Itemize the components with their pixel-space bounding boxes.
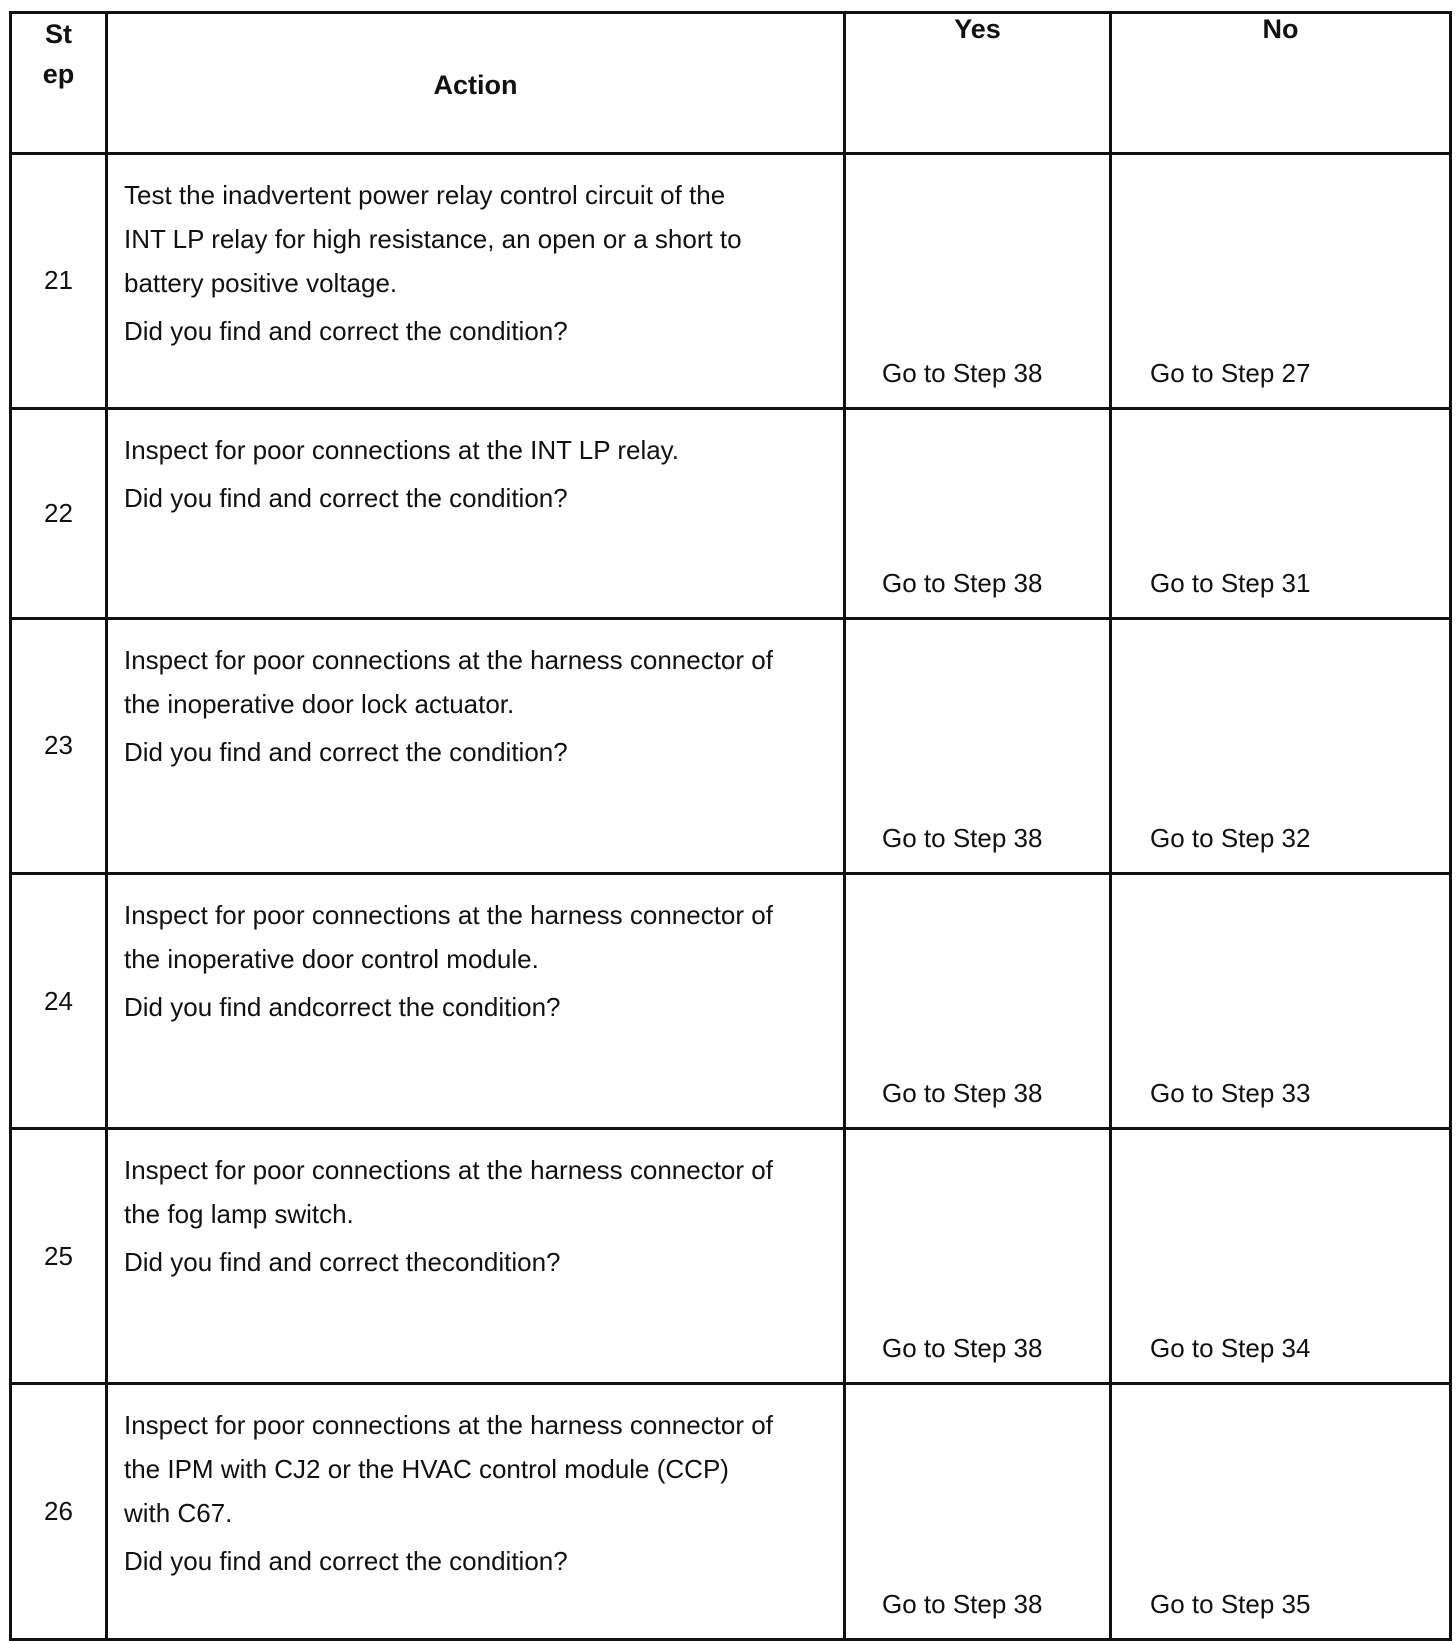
action-question: Did you find andcorrect the condition? <box>124 991 561 1022</box>
action-question: Did you find and correct thecondition? <box>124 1247 561 1278</box>
action-line: the fog lamp switch. <box>124 1199 354 1230</box>
action-question: Did you find and correct the condition? <box>124 1546 568 1577</box>
step-number: 25 <box>11 1129 107 1384</box>
action-line: Inspect for poor connections at the harness connector of <box>124 1155 773 1186</box>
action-question: Did you find and correct the condition? <box>124 316 568 346</box>
no-result: Go to Step 32 <box>1111 619 1451 874</box>
diagnostic-steps-table <box>9 11 1452 1641</box>
step-header-part1: St <box>45 19 72 49</box>
table-row <box>11 154 1451 409</box>
no-result: Go to Step 35 <box>1111 1384 1451 1640</box>
action-cell <box>107 873 845 1129</box>
action-cell <box>107 619 845 874</box>
no-result: Go to Step 33 <box>1111 873 1451 1129</box>
yes-result: Go to Step 38 <box>845 1129 1111 1384</box>
action-line: INT LP relay for high resistance, an open or a short to <box>124 224 742 254</box>
step-number: 21 <box>11 154 107 409</box>
action-line: the inoperative door control module. <box>124 943 539 974</box>
yes-column-header: Yes <box>845 13 1111 154</box>
action-line: with C67. <box>124 1498 233 1529</box>
table-row <box>11 619 1451 874</box>
yes-result: Go to Step 38 <box>845 619 1111 874</box>
action-column-header: Action <box>107 13 845 154</box>
no-result: Go to Step 31 <box>1111 408 1451 618</box>
action-cell <box>107 1129 845 1384</box>
table-row <box>11 1129 1451 1384</box>
step-number: 22 <box>11 408 107 618</box>
yes-result: Go to Step 38 <box>845 1384 1111 1640</box>
table-row <box>11 408 1451 618</box>
table-row <box>11 873 1451 1129</box>
action-line: Inspect for poor connections at the INT LP relay. <box>124 434 679 465</box>
no-result: Go to Step 34 <box>1111 1129 1451 1384</box>
action-question: Did you find and correct the condition? <box>124 737 568 768</box>
no-result: Go to Step 27 <box>1111 154 1451 409</box>
action-cell <box>107 408 845 618</box>
action-line: Inspect for poor connections at the harness connector of <box>124 645 773 676</box>
action-line: the inoperative door lock actuator. <box>124 689 515 720</box>
step-number: 24 <box>11 873 107 1129</box>
header-row <box>11 13 1451 154</box>
step-header-part2: ep <box>42 59 75 89</box>
action-line: Test the inadvertent power relay control circuit of the <box>124 180 726 210</box>
action-line: Inspect for poor connections at the harness connector of <box>124 899 773 930</box>
yes-result: Go to Step 38 <box>845 873 1111 1129</box>
no-column-header: No <box>1111 13 1451 154</box>
action-line: Inspect for poor connections at the harness connector of <box>124 1410 773 1441</box>
table-row <box>11 1384 1451 1640</box>
step-number: 23 <box>11 619 107 874</box>
action-question: Did you find and correct the condition? <box>124 482 568 513</box>
step-number: 26 <box>11 1384 107 1640</box>
yes-result: Go to Step 38 <box>845 408 1111 618</box>
yes-result: Go to Step 38 <box>845 154 1111 409</box>
step-column-header <box>11 13 107 154</box>
action-line: battery positive voltage. <box>124 268 398 298</box>
table-body <box>11 154 1451 1640</box>
action-cell <box>107 154 845 409</box>
action-line: the IPM with CJ2 or the HVAC control module (CCP) <box>124 1454 729 1485</box>
action-cell <box>107 1384 845 1640</box>
